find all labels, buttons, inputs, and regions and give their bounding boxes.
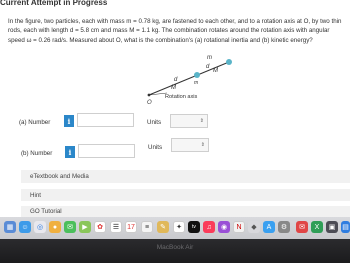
answer-a-number-input[interactable]	[77, 113, 134, 127]
mail-icon[interactable]: ✉	[296, 221, 308, 233]
answer-b-number-input[interactable]	[78, 144, 135, 158]
label-M-top: M	[213, 68, 218, 74]
music-icon[interactable]: ♫	[203, 221, 215, 233]
tutorial-section[interactable]	[21, 206, 350, 217]
launchpad-icon[interactable]: ▦	[4, 221, 16, 233]
hint-section[interactable]	[21, 189, 350, 201]
label-d-top: d	[206, 64, 210, 70]
info-icon: i	[67, 116, 71, 126]
rotation-diagram	[140, 46, 240, 111]
tv-label: tv	[192, 224, 196, 230]
particle-mid	[194, 72, 200, 78]
answer-a-info-button[interactable]	[64, 115, 74, 127]
answer-a-label: (a) Number	[19, 119, 51, 126]
laptop-bezel	[0, 239, 350, 263]
freeform-icon[interactable]: ✦	[173, 221, 185, 233]
etextbook-section[interactable]	[21, 170, 350, 183]
finder-icon[interactable]: ☺	[19, 221, 31, 233]
more-icon[interactable]: ▤	[341, 221, 350, 233]
label-origin: O	[147, 100, 152, 106]
particle-top	[226, 59, 232, 65]
app-store-icon[interactable]: A	[263, 221, 275, 233]
device-name: MacBook Air	[156, 244, 194, 251]
keynote-icon[interactable]: ◆	[248, 221, 260, 233]
rods-line	[149, 62, 229, 95]
answer-a-units-select[interactable]	[170, 114, 208, 128]
label-rotation-axis: Rotation axis	[165, 94, 198, 100]
info-icon: i	[68, 147, 72, 157]
etextbook-label: eTextbook and Media	[30, 173, 89, 180]
safari-icon[interactable]: ◎	[34, 221, 46, 233]
question-text: In the figure, two particles, each with mass m = 0.78 kg, are fastened to each other, and to a rotation axis at O, by two thin rods, each with length d = 5.8 cm and mass M = 1.1 kg. The combination rotates around the rotation axis with angular speed ω = 0.26 rad/s. Measured about O, what is the combination's (a) rotational inertia and (b) kinetic energy?	[8, 18, 342, 44]
hint-label: Hint	[30, 191, 42, 199]
settings-icon[interactable]: ⚙	[278, 221, 290, 233]
contacts-icon[interactable]: ☰	[110, 221, 122, 233]
messages-icon[interactable]: ✉	[64, 221, 76, 233]
window-icon[interactable]: ▣	[326, 221, 338, 233]
page-title: Current Attempt in Progress	[0, 0, 108, 7]
select-arrows-icon: ⇕	[199, 118, 204, 124]
label-d-low: d	[174, 77, 178, 83]
answer-b-label: (b) Number	[21, 150, 53, 157]
facetime-icon[interactable]: ▶	[79, 221, 91, 233]
podcasts-icon[interactable]: ◉	[218, 221, 230, 233]
chrome-icon[interactable]: ●	[49, 221, 61, 233]
calendar-day: 17	[127, 223, 135, 231]
answer-a-units-label: Units	[147, 119, 162, 126]
answer-b-units-label: Units	[148, 144, 163, 151]
calendar-icon[interactable]	[125, 221, 137, 233]
tutorial-label: GO Tutorial	[30, 208, 62, 215]
tv-icon[interactable]	[188, 221, 200, 233]
answer-b-info-button[interactable]	[65, 146, 75, 158]
label-m-mid: m	[194, 80, 199, 86]
select-arrows-icon: ⇕	[200, 142, 205, 148]
origin-dot	[148, 94, 151, 97]
notes-icon[interactable]: ✎	[157, 221, 169, 233]
label-m-top: m	[207, 55, 212, 61]
reminders-icon[interactable]: ≡	[141, 221, 153, 233]
news-icon[interactable]: N	[233, 221, 245, 233]
spreadsheet-icon[interactable]: X	[311, 221, 323, 233]
label-M-low: M	[171, 85, 176, 91]
answer-b-units-select[interactable]	[171, 138, 209, 152]
photos-icon[interactable]: ✿	[94, 221, 106, 233]
